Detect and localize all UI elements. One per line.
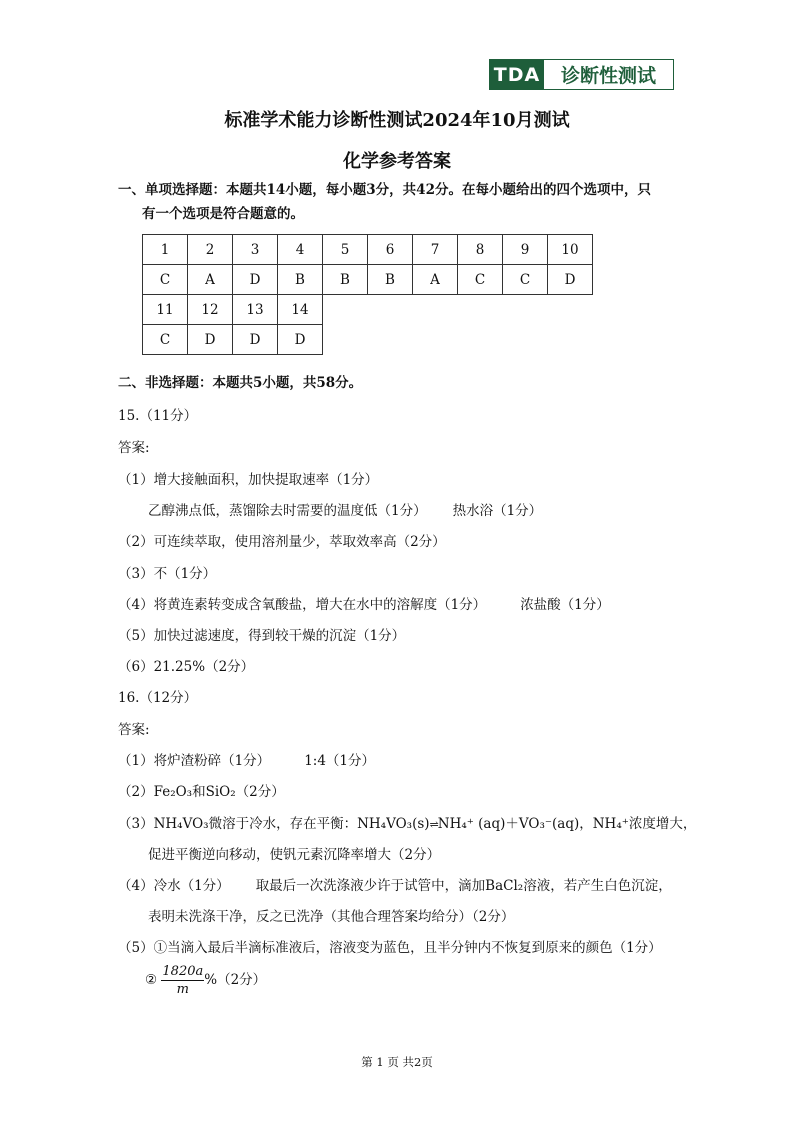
q16-part3-c: 促进平衡逆向移动，使钒元素沉降率增大（2分） xyxy=(148,847,441,863)
table-row-nums-2 xyxy=(143,295,593,325)
logo-tda: TDA xyxy=(490,60,544,89)
q15-part1-c-text: 热水浴（1分） xyxy=(452,503,543,519)
q15-part1: （1）增大接触面积，加快提取速率（1分） xyxy=(118,472,379,488)
q16-header: 16.（12分） xyxy=(118,690,198,706)
logo-text: 诊断性测试 xyxy=(560,65,656,87)
q15-part6: （6）21.25%（2分） xyxy=(118,659,255,675)
q16-part1 xyxy=(118,749,375,769)
table-cell: 1 xyxy=(143,235,188,265)
q16-part5: （5）①当滴入最后半滴标准液后，溶液变为蓝色，且半分钟内不恢复到原来的颜色（1分） xyxy=(118,940,662,956)
table-cell: 3 xyxy=(233,235,278,265)
q15-part1-b-text: 乙醇沸点低，蒸馏除去时需要的温度低（1分） xyxy=(148,503,427,519)
q16-answer-label: 答案: xyxy=(118,722,150,738)
q16-part3 xyxy=(118,812,696,832)
q15-part5: （5）加快过滤速度，得到较干燥的沉淀（1分） xyxy=(118,628,406,644)
fraction-denominator: m xyxy=(176,982,189,997)
table-cell: D xyxy=(548,265,593,295)
q16-part3-b: NH₄⁺ (aq)＋VO₃⁻(aq)，NH₄⁺浓度增大， xyxy=(437,816,697,832)
table-cell: D xyxy=(233,265,278,295)
table-cell: 10 xyxy=(548,235,593,265)
equilibrium-arrow-icon: ⇌ xyxy=(429,818,438,831)
q16-part5-tail: %（2分） xyxy=(204,972,267,988)
q15-part4-a: （4）将黄连素转变成含氧酸盐，增大在水中的溶解度（1分） xyxy=(118,597,487,613)
table-cell: A xyxy=(413,265,458,295)
table-cell: 2 xyxy=(188,235,233,265)
q16-part4-a: （4）冷水（1分） xyxy=(118,878,230,894)
table-cell: D xyxy=(188,325,233,355)
table-cell: B xyxy=(323,265,368,295)
q16-part4 xyxy=(118,874,672,894)
q15-part3: （3）不（1分） xyxy=(118,566,217,582)
q16-part5-b xyxy=(145,964,266,997)
q16-part1-a: （1）将炉渣粉碎（1分） xyxy=(118,753,271,769)
q16-part3-a: （3）NH₄VO₃微溶于冷水，存在平衡：NH₄VO₃(s) xyxy=(118,816,430,832)
q16-part4-c: 表明未洗涤干净，反之已洗净（其他合理答案均给分）（2分） xyxy=(148,909,515,925)
tda-logo xyxy=(489,59,674,90)
q15-part4 xyxy=(118,593,610,613)
table-cell: D xyxy=(278,325,323,355)
table-cell: A xyxy=(188,265,233,295)
table-cell: 9 xyxy=(503,235,548,265)
section2-heading: 二、非选择题：本题共5小题，共58分。 xyxy=(118,375,363,391)
q15-part4-b: 浓盐酸（1分） xyxy=(520,597,610,613)
table-cell: 5 xyxy=(323,235,368,265)
table-row-nums-1 xyxy=(143,235,593,265)
page-footer: 第 1 页 共2页 xyxy=(361,1055,433,1069)
section1-line1: 一、单项选择题：本题共14小题，每小题3分，共42分。在每小题给出的四个选项中，只 xyxy=(118,182,651,198)
table-cell: 6 xyxy=(368,235,413,265)
table-row-answers-2 xyxy=(143,325,593,355)
answer-table xyxy=(142,234,593,355)
page-subtitle: 化学参考答案 xyxy=(343,151,451,172)
q15-part2: （2）可连续萃取，使用溶剂量少，萃取效率高（2分） xyxy=(118,534,446,550)
fraction xyxy=(161,964,204,997)
fraction-numerator: 1820a xyxy=(162,964,204,979)
table-cell: 8 xyxy=(458,235,503,265)
section1-line2: 有一个选项是符合题意的。 xyxy=(142,206,304,222)
q15-header: 15.（11分） xyxy=(118,408,198,424)
q15-answer-label: 答案: xyxy=(118,440,150,456)
section1-heading xyxy=(118,178,678,226)
table-cell: C xyxy=(143,265,188,295)
table-cell: C xyxy=(503,265,548,295)
table-cell: 11 xyxy=(143,295,188,325)
table-blank xyxy=(323,295,593,325)
table-cell: B xyxy=(368,265,413,295)
table-cell: 7 xyxy=(413,235,458,265)
table-cell: 12 xyxy=(188,295,233,325)
table-cell: 13 xyxy=(233,295,278,325)
q16-part1-b: 1:4（1分） xyxy=(304,753,376,769)
table-cell: C xyxy=(458,265,503,295)
table-blank xyxy=(323,325,593,355)
table-cell: 14 xyxy=(278,295,323,325)
q16-part5-circle: ② xyxy=(145,972,158,988)
table-row-answers-1 xyxy=(143,265,593,295)
q16-part4-b: 取最后一次洗涤液少许于试管中，滴加BaCl₂溶液，若产生白色沉淀， xyxy=(255,878,672,894)
q16-part2: （2）Fe₂O₃和SiO₂（2分） xyxy=(118,784,285,800)
table-cell: C xyxy=(143,325,188,355)
q15-part1-b xyxy=(148,499,542,519)
table-cell: 4 xyxy=(278,235,323,265)
table-cell: B xyxy=(278,265,323,295)
table-cell: D xyxy=(233,325,278,355)
page-title: 标准学术能力诊断性测试2024年10月测试 xyxy=(224,110,570,131)
